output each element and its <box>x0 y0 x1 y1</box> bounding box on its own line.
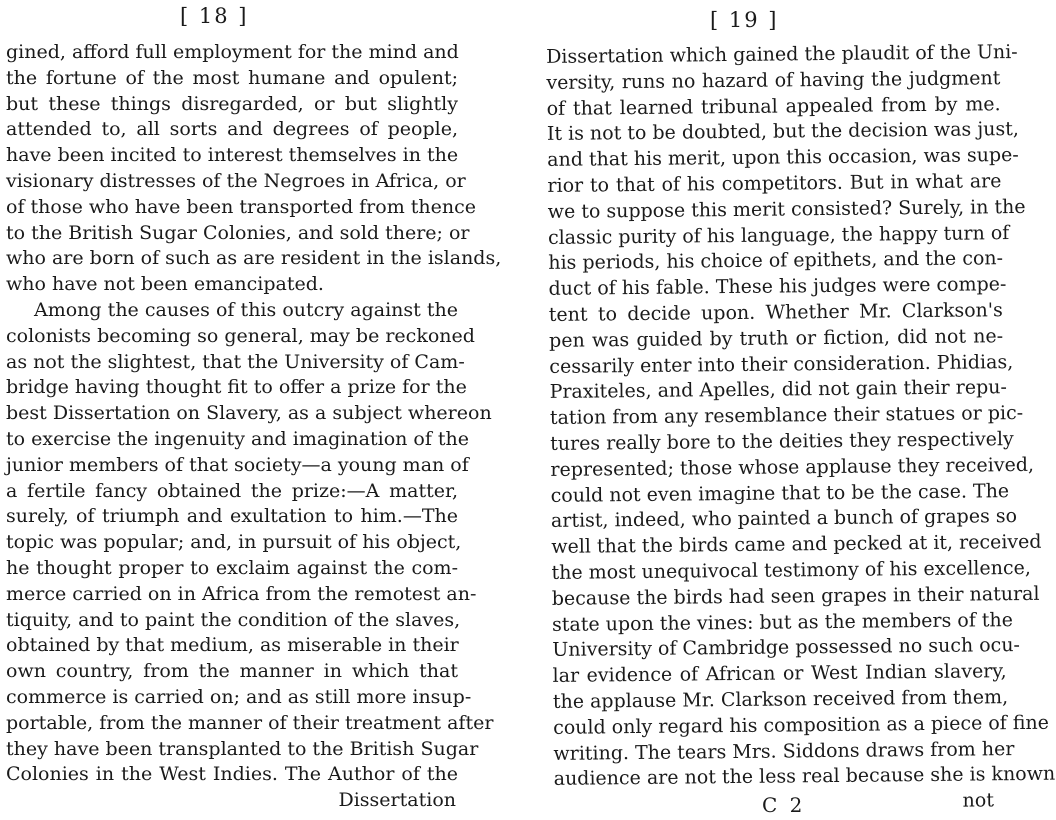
text-line: who have not been emancipated. <box>6 273 324 296</box>
text-line: because the birds had seen grapes in their natural <box>551 582 1040 610</box>
text-line: Praxiteles, and Apelles, did not gain their repu- <box>549 376 1007 404</box>
text-line: portable, from the manner of their treatment after <box>6 711 494 734</box>
signature-mark: C 2 <box>762 793 806 817</box>
text-line: tation from any resemblance their statues or pic- <box>549 402 1024 430</box>
text-line: audience are not the less real because she is known <box>553 762 1056 791</box>
text-line: who are born of such as are resident in the islands, <box>6 247 502 270</box>
text-line: could not even imagine that to be the case. The <box>550 479 1010 507</box>
text-line: we to suppose this merit consisted? Surely, in the <box>547 195 1026 223</box>
page-number-left: [ 18 ] <box>180 4 249 28</box>
text-line: surely, of triumph and exultation to him.—The <box>6 505 458 528</box>
text-line: attended to, all sorts and degrees of people, <box>6 118 458 141</box>
text-line: It is not to be doubted, but the decision was just, <box>546 118 1019 146</box>
catchword-right: not <box>962 789 995 812</box>
right-page-text <box>540 40 1056 819</box>
text-line: well that the birds came and pecked at it, received <box>551 530 1042 559</box>
text-line: his periods, his choice of epithets, and the con- <box>548 247 1004 275</box>
text-line: and that his merit, upon this occasion, was supe- <box>547 144 1019 172</box>
text-line: Colonies in the West Indies. The Author of the <box>6 763 458 786</box>
text-line: bridge having thought fit to offer a prize for the <box>6 376 467 399</box>
text-line: University of Cambridge possessed no such ocu- <box>552 634 1021 662</box>
text-line: artist, indeed, who painted a bunch of grapes so <box>550 505 1018 533</box>
text-line: have been incited to interest themselves in the <box>6 144 459 167</box>
text-line: visionary distresses of the Negroes in Africa, or <box>6 169 466 192</box>
text-line: topic was popular; and, in pursuit of his object, <box>6 531 462 554</box>
text-line: the applause Mr. Clarkson received from them, <box>552 686 1009 713</box>
text-line: own country, from the manner in which that <box>6 660 458 683</box>
text-line: Dissertation which gained the plaudit of the Uni- <box>546 40 1018 68</box>
catchword-left: Dissertation <box>338 789 456 812</box>
text-line: as not the slightest, that the University of Cam- <box>6 350 465 373</box>
text-line: classic purity of his language, the happy turn of <box>547 221 1010 249</box>
text-line: writing. The tears Mrs. Siddons draws from her <box>553 737 1015 765</box>
text-line: Among the causes of this outcry against the <box>34 298 458 321</box>
text-line: a fertile fancy obtained the prize:—A matter, <box>6 479 458 502</box>
text-line: could only regard his composition as a piece of fine <box>553 711 1050 739</box>
text-line: versity, runs no hazard of having the judgment <box>546 66 1001 94</box>
text-line: pen was guided by truth or fiction, did not ne- <box>548 324 1004 352</box>
text-line: tiquity, and to paint the condition of the slaves, <box>6 608 461 631</box>
text-line: cessarily enter into their consideration. Phidias, <box>549 350 1014 378</box>
text-line: tures really bore to the deities they respectively <box>550 428 1014 455</box>
text-line: duct of his fable. These his judges were compe- <box>548 273 1007 301</box>
text-line: of that learned tribunal appealed from by me. <box>546 92 1001 120</box>
text-line: rior to that of his competitors. But in what are <box>547 170 1002 197</box>
text-line: merce carried on in Africa from the remotest an- <box>6 582 477 605</box>
text-line: junior members of that society—a young man of <box>6 453 469 476</box>
text-line: of those who have been transported from thence <box>6 195 476 218</box>
text-line: gined, afford full employment for the mind and <box>6 41 459 63</box>
text-line: but these things disregarded, or but slightly <box>6 92 458 115</box>
text-line: the most unequivocal testimony of his excellence, <box>551 556 1031 584</box>
text-line: the fortune of the most humane and opulent; <box>6 66 458 89</box>
text-line: lar evidence of African or West Indian slavery, <box>552 660 1007 688</box>
page-number-right: [ 19 ] <box>710 8 779 32</box>
text-line: state upon the vines: but as the members of the <box>551 608 1014 636</box>
text-line: colonists becoming so general, may be reckoned <box>6 324 475 347</box>
text-line: he thought proper to exclaim against the com- <box>6 556 458 579</box>
text-line: to the British Sugar Colonies, and sold there; or <box>6 221 470 244</box>
text-line: tent to decide upon. Whether Mr. Clarkson's <box>548 299 1003 326</box>
text-line: to exercise the ingenuity and imagination of the <box>6 427 470 450</box>
left-page-text <box>0 40 502 814</box>
text-line: they have been transplanted to the British Sugar <box>6 737 479 760</box>
text-line: commerce is carried on; and as still more insup- <box>6 685 472 708</box>
text-line: best Dissertation on Slavery, as a subject whereon <box>6 402 492 425</box>
text-line: obtained by that medium, as miserable in their <box>6 634 459 657</box>
text-line: represented; those whose applause they received, <box>550 453 1035 481</box>
